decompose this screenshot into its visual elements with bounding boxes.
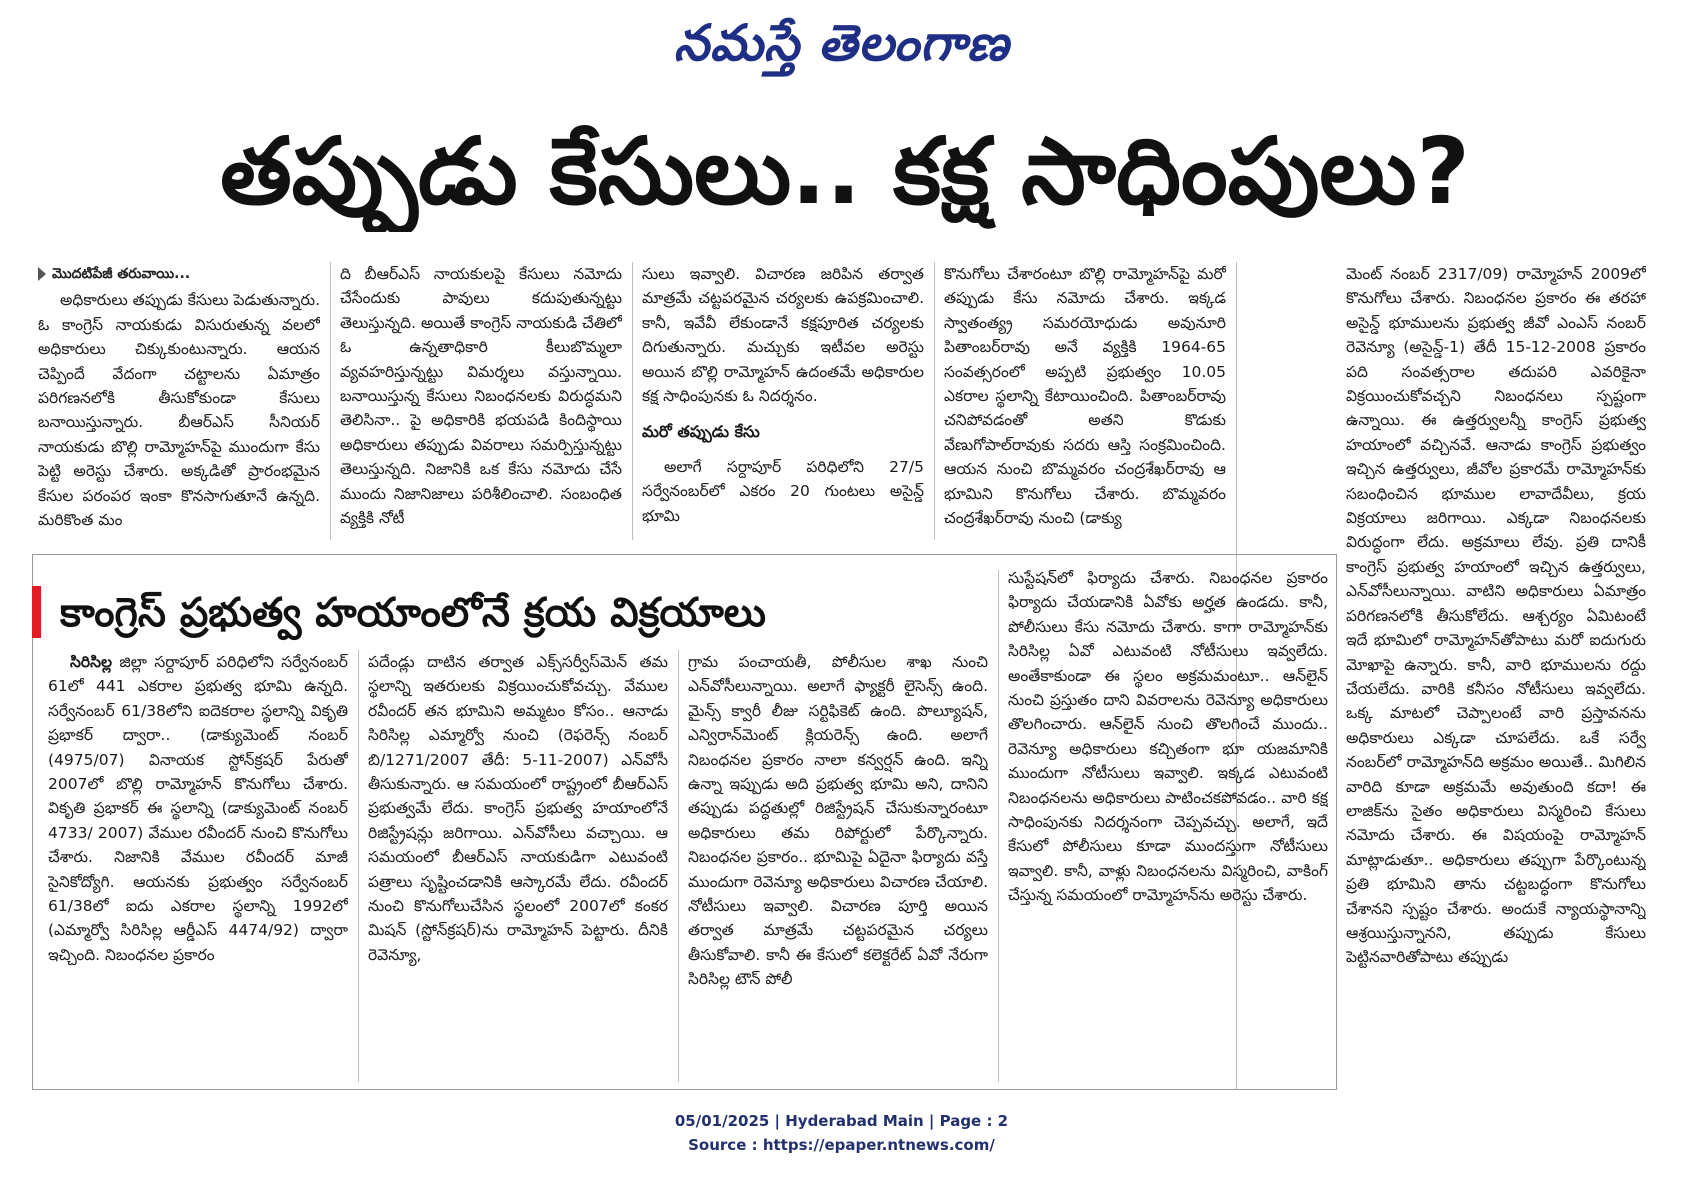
column-divider	[632, 262, 633, 540]
footer-edition-info: 05/01/2025 | Hyderabad Main | Page : 2	[674, 1112, 1009, 1130]
page-headline: తప్పుడు కేసులు.. కక్ష సాధింపులు?	[220, 118, 1470, 225]
column-divider	[678, 650, 679, 1082]
masthead-logo: నమస్తే తెలంగాణ	[673, 13, 1010, 72]
paragraph: సులు ఇవ్వాలి. విచారణ జరిపిన తర్వాత మాత్రమే చట్టపరమైన చర్యలకు ఉపక్రమించాలి. కానీ, ఇవేవీ లేకుండానే కక్షపూరిత చర్యలకు దిగుతున్నారు. మచ్చుకు ఇటీవల అరెస్టు అయిన బొల్లి రామ్మోహన్ ఉదంతమే అధికారుల కక్ష సాధింపునకు ఓ నిదర్శనం.	[642, 265, 924, 406]
dateline-place: సిరిసిల్ల	[70, 653, 112, 671]
paragraph: కొనుగోలు చేశారంటూ బొల్లి రామ్మోహన్‌పై మరో తప్పుడు కేసు నమోదు చేశారు. ఇక్కడ స్వాతంత్య్ర సమరయోధుడు అవునూరి పితాంబర్‌రావు అనే వ్యక్తికి 1964-65 సంవత్సరంలో అప్పటి ప్రభుత్వం 10.05 ఎకరాల స్థలాన్ని కేటాయించింది. పితాంబర్‌రావు చనిపోవడంతో అతని కొడుకు వేణుగోపాల్‌రావుకు సదరు ఆస్తి సంక్రమించింది. ఆయన నుంచి బొమ్మవరం చంద్రశేఖర్‌రావు ఆ భూమిని కొనుగోలు చేశారు. బొమ్మవరం చంద్రశేఖర్‌రావు నుంచి (డాక్యు	[944, 265, 1226, 528]
arrow-icon	[38, 267, 46, 281]
red-accent-bar	[32, 586, 41, 638]
column-divider	[934, 262, 935, 540]
box-column-3	[688, 650, 988, 1082]
article-column-3	[642, 262, 924, 540]
article-column-4	[944, 262, 1226, 540]
section-subheading: మరో తప్పుడు కేసు	[642, 422, 760, 442]
paragraph: సుస్టేషన్‌లో ఫిర్యాదు చేశారు. నిబంధనల ప్రకారం ఫిర్యాదు చేయడానికి ఏవోకు అర్హత ఉండదు. కానీ, పోలీసులు కేసు నమోదు చేశారు. కాగా రామ్మోహన్‌కు సిరిసిల్ల ఏవో ఎటువంటి నోటీసులు ఇవ్వలేదు. అంతేకాకుండా ఈ స్థలం అక్రమమంటూ.. ఆన్‌లైన్ నుంచి ప్రస్తుతం దాని వివరాలను రెవెన్యూ అధికారులు తొలగించారు. ఆన్‌లైన్ నుంచి తొలగించే ముందు.. రెవెన్యూ అధికారులు కచ్చితంగా భూ యజమానికి ముందుగా నోటీసులు ఇవ్వాలి. ఇక్కడ ఎటువంటి నిబంధనలను అధికారులు పాటించకపోవడం.. వారి కక్ష సాధింపునకు నిదర్శనంగా చెప్పవచ్చు. అలాగే, ఇదే కేసులో పోలీసులు కూడా ముందస్తుగా నోటీసులు ఇవ్వాలి. కానీ, వాళ్లు నిబంధనలను విస్మరించి, వాకింగ్ చేస్తున్న సమయంలో రామ్మోహన్‌ను అరెస్టు చేశారు.	[1008, 569, 1328, 905]
paragraph: అధికారులు తప్పుడు కేసులు పెడుతున్నారు. ఓ కాంగ్రెస్ నాయకుడు విసురుతున్న వలలో అధికారులు చిక్కుకుంటున్నారు. ఆయన చెప్పిందే వేదంగా చట్టాలను ఏమాత్రం పరిగణనలోకి తీసుకోకుండా కేసులు బనాయిస్తున్నారు. బీఆర్ఎస్ సీనియర్ నాయకుడు బొల్లి రామ్మోహన్‌పై ముందుగా కేసు పెట్టి అరెస్టు చేశారు. అక్కడితో ప్రారంభమైన కేసుల పరంపర ఇంకా కొనసాగుతూనే ఉన్నది. మరికొంత మం	[38, 291, 320, 530]
column-divider	[998, 570, 999, 1082]
paragraph: పదేండ్లు దాటిన తర్వాత ఎక్స్‌సర్వీస్‌మెన్ తమ స్థలాన్ని ఇతరులకు విక్రయించుకోవచ్చు. వేముల రవీందర్ తన భూమిని అమ్మటం కోసం.. ఆనాడు సిరిసిల్ల ఎమ్మార్వో నుంచి (రెఫరెన్స్ నంబర్ బి/1271/2007 తేదీ: 5-11-2007) ఎన్‌వోసీ తీసుకున్నారు. ఆ సమయంలో రాష్ట్రంలో బీఆర్ఎస్ ప్రభుత్వమే లేదు. కాంగ్రెస్ ప్రభుత్వ హయాంలోనే రిజిస్ట్రేషన్లు జరిగాయి. ఎన్‌వోసీలు వచ్చాయి. ఆ సమయంలో బీఆర్ఎస్ నాయకుడిగా ఎటువంటి పత్రాలు సృష్టించడానికి ఆస్కారమే లేదు. రవీందర్ నుంచి కొనుగోలుచేసిన స్థలంలో 2007లో కంకర మిషన్ (స్టోన్‌క్రషర్)ను రామ్మోహన్ పెట్టారు. దీనికి రెవెన్యూ,	[368, 653, 668, 964]
paragraph: అలాగే సర్దాపూర్ పరిధిలోని 27/5 సర్వేనంబర్‌లో ఎకరం 20 గుంటలు అసైన్డ్ భూమి	[642, 457, 924, 525]
paragraph: మెంట్ నంబర్ 2317/09) రామ్మోహన్ 2009లో కొనుగోలు చేశారు. నిబంధనల ప్రకారం ఈ తరహా అసైన్డ్ భూములను ప్రభుత్వ జీవో ఎంఎస్ నంబర్ రెవెన్యూ (అసైన్డ్-1) తేదీ 15-12-2008 ప్రకారం పది సంవత్సరాల తదుపరి ఎవరికైనా విక్రయించుకోవచ్చని నిబంధనలు స్పష్టంగా ఉన్నాయి. ఈ ఉత్తర్వులన్నీ కాంగ్రెస్ ప్రభుత్వ హయాంలో వచ్చినవే. ఆనాడు కాంగ్రెస్ ప్రభుత్వం ఇచ్చిన ఉత్తర్వులు, జీవోల ప్రకారమే రామ్మోహన్‌కు సబంధించిన భూముల లావాదేవీలు, క్రయ విక్రయాలు జరిగాయి. ఎక్కడా నిబంధనలకు విరుద్ధంగా లేదు. అక్రమాలు లేవు. ప్రతి దానికీ కాంగ్రెస్ ప్రభుత్వ హయాంలో ఇచ్చిన ఉత్తర్వులు, ఎన్‌వోసీలున్నాయి. వాటిని అధికారులు ఏమాత్రం పరిగణనలోకి తీసుకోలేదు. ఆశ్చర్యం ఏమిటంటే ఇదే భూమిలో రామ్మోహన్‌తోపాటు మరో ఐదుగురు మోఖాపై ఉన్నారు. కానీ, వారి భూములను రద్దు చేయలేదు. వారికి కనీసం నోటీసులు ఇవ్వలేదు. ఒక్క మాటలో చెప్పాలంటే వారి ప్రస్తావనను అధికారులు ఎక్కడా చూపలేదు. ఒకే సర్వే నంబర్‌లో రామ్మోహన్‌ది అక్రమం అయితే.. మిగిలిన వారిది కూడా అక్రమమే అవుతుంది కదా! ఈ లాజిక్‌ను సైతం అధికారులు విస్మరించి కేసులు నమోదు చేశారు. ఈ విషయంపై రామ్మోహన్ మాట్లాడుతూ.. అధికారులు తప్పుగా పేర్కొంటున్న ప్రతి భూమిని తాను చట్టబద్ధంగా కొనుగోలు చేశానని స్పష్టం చేశారు. అందుకే న్యాయస్థానాన్ని ఆశ్రయిస్తున్నానని, తప్పుడు కేసులు పెట్టినవారితోపాటు తప్పుడు	[1346, 265, 1646, 967]
paragraph: సిరిసిల్ల జిల్లా సర్దాపూర్ పరిధిలోని సర్వేనంబర్ 61లో 441 ఎకరాల ప్రభుత్వ భూమి ఉన్నది. సర్వేనంబర్ 61/38లోని ఐదెకరాల స్థలాన్ని వికృతి ప్రభాకర్ ద్వారా.. (డాక్యుమెంట్ నంబర్ (4975/07) వినాయక స్టోన్‌క్రషర్ పేరుతో 2007లో బొల్లి రామ్మోహన్ కొనుగోలు చేశారు. వికృతి ప్రభాకర్ ఈ స్థలాన్ని (డాక్యుమెంట్ నంబర్ 4733/ 2007) వేముల రవీందర్ నుంచి కొనుగోలు చేశారు. నిజానికి వేముల రవీందర్ మాజీ సైనికోద్యోగి. ఆయనకు ప్రభుత్వం సర్వేనంబర్ 61/38లో ఐదు ఎకరాల స్థలాన్ని 1992లో (ఎమ్మార్వో సిరిసిల్ల ఆర్డీఎస్ 4474/92) ద్వారా ఇచ్చింది. నిబంధనల ప్రకారం	[48, 653, 348, 964]
continued-kicker: మొదటిపేజీ తరువాయి...	[38, 262, 320, 286]
article-column-1	[38, 262, 320, 540]
paragraph: ది బీఆర్ఎస్ నాయకులపై కేసులు నమోదు చేసేందుకు పావులు కదుపుతున్నట్టు తెలుస్తున్నది. అయితే కాంగ్రెస్ నాయకుడి చేతిలో ఓ ఉన్నతాధికారి కీలుబొమ్మలా వ్యవహరిస్తున్నట్టు విమర్శలు వస్తున్నాయి. బనాయిస్తున్న కేసులు నిబంధనలకు విరుద్ధమని తెలిసినా.. పై అధికారికి భయపడి కిందిస్థాయి అధికారులు తప్పుడు వివరాలు సమర్పిస్తున్నట్టు తెలుస్తున్నది. నిజానికి ఒక కేసు నమోదు చేసే ముందు నిజానిజాలు పరిశీలించాలి. సంబంధిత వ్యక్తికి నోటీ	[340, 265, 622, 528]
sidebar-story-heading	[32, 584, 992, 644]
box-column-2	[368, 650, 668, 1082]
sidebar-story-title: కాంగ్రెస్ ప్రభుత్వ హయాంలోనే క్రయ విక్రయాలు	[60, 590, 766, 636]
footer-source-link[interactable]: Source : https://epaper.ntnews.com/	[688, 1136, 995, 1154]
box-column-4	[1008, 566, 1328, 1082]
column-divider	[358, 650, 359, 1082]
article-column-2	[340, 262, 622, 540]
article-column-5	[1346, 262, 1646, 1094]
paragraph: గ్రామ పంచాయతీ, పోలీసుల శాఖ నుంచి ఎన్‌వోసీలున్నాయి. అలాగే ఫ్యాక్టరీ లైసెన్స్ ఉంది. మైన్స్ క్వారీ లీజు సర్టిఫికెట్ ఉంది. పొల్యూషన్, ఎన్విరాన్‌మెంట్ క్లియరెన్స్ ఉంది. అలాగే నిబంధనల ప్రకారం నాలా కన్వర్షన్ ఉంది. ఇన్ని ఉన్నా ఇప్పుడు అది ప్రభుత్వ భూమి అని, దానిని తప్పుడు పద్ధతుల్లో రిజిస్ట్రేషన్ చేసుకున్నారంటూ అధికారులు తమ రిపోర్టులో పేర్కొన్నారు. నిబంధనల ప్రకారం.. భూమిపై ఏదైనా ఫిర్యాదు వస్తే ముందుగా రెవెన్యూ అధికారులు విచారణ చేయాలి. నోటీసులు ఇవ్వాలి. విచారణ పూర్తి అయిన తర్వాత మాత్రమే చట్టపరమైన చర్యలు తీసుకోవాలి. కానీ ఈ కేసులో కలెక్టరేట్ ఏవో నేరుగా సిరిసిల్ల టౌన్ పోలీ	[688, 653, 988, 989]
column-divider	[330, 262, 331, 540]
box-column-1	[48, 650, 348, 1082]
